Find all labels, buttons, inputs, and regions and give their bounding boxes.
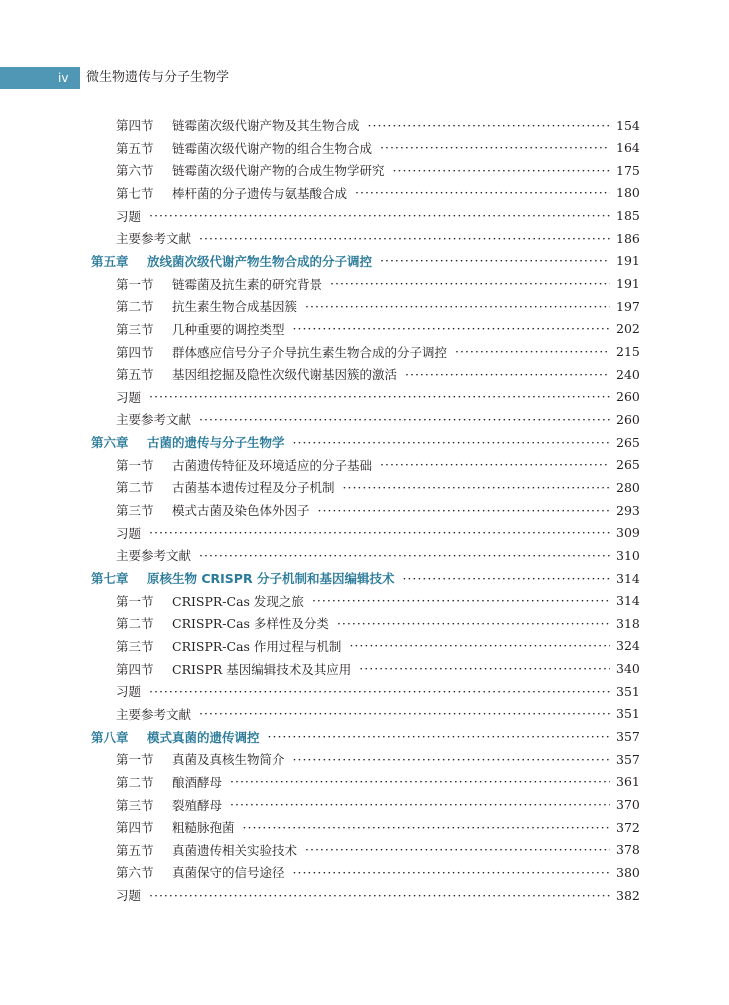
toc-dot-leader	[312, 593, 610, 608]
toc-dot-leader	[230, 774, 610, 789]
toc-section-entry[interactable]	[116, 227, 640, 249]
toc-entry-title: 模式古菌及染色体外因子	[172, 503, 310, 519]
toc-entry-title: 裂殖酵母	[172, 797, 223, 813]
toc-section-entry[interactable]	[116, 680, 640, 702]
toc-dot-leader	[380, 253, 610, 268]
toc-dot-leader	[199, 231, 610, 246]
toc-entry-number: 第一节	[116, 457, 154, 473]
toc-section-entry[interactable]	[116, 635, 640, 657]
toc-entry-title: 习题	[116, 888, 142, 904]
toc-entry-page-number: 309	[616, 525, 640, 541]
toc-entry-page-number: 351	[616, 683, 640, 699]
toc-dot-leader	[149, 208, 610, 223]
toc-entry-number: 第三节	[116, 797, 154, 813]
toc-entry-title: 习题	[116, 684, 142, 700]
toc-entry-title: 链霉菌次级代谢产物的合成生物学研究	[172, 163, 385, 179]
toc-entry-number: 第一节	[116, 276, 154, 292]
toc-dot-leader	[355, 185, 610, 200]
toc-section-entry[interactable]	[116, 182, 640, 204]
toc-entry-number: 第二节	[116, 774, 154, 790]
toc-entry-page-number: 164	[616, 140, 640, 156]
toc-entry-number: 第三节	[116, 503, 154, 519]
toc-section-entry[interactable]	[116, 816, 640, 838]
toc-entry-title: 真菌及真核生物简介	[172, 752, 285, 768]
header-book-title: 微生物遗传与分子生物学	[86, 70, 230, 85]
toc-entry-title: 主要参考文献	[116, 231, 192, 247]
toc-entry-page-number: 175	[616, 162, 640, 178]
toc-entry-title: 古菌基本遗传过程及分子机制	[172, 480, 335, 496]
toc-dot-leader	[305, 299, 610, 314]
toc-section-entry[interactable]	[116, 476, 640, 498]
toc-dot-leader	[402, 571, 610, 586]
toc-entry-number: 第四节	[116, 344, 154, 360]
toc-dot-leader	[359, 661, 610, 676]
toc-dot-leader	[268, 729, 610, 744]
toc-entry-page-number: 260	[616, 389, 640, 405]
toc-entry-title: 主要参考文献	[116, 412, 192, 428]
toc-section-entry[interactable]	[116, 590, 640, 612]
toc-dot-leader	[455, 344, 610, 359]
toc-dot-leader	[243, 820, 610, 835]
toc-dot-leader	[199, 706, 610, 721]
toc-dot-leader	[330, 276, 610, 291]
toc-entry-number: 第八章	[91, 729, 129, 745]
toc-entry-page-number: 280	[616, 479, 640, 495]
toc-section-entry[interactable]	[116, 137, 640, 159]
toc-dot-leader	[149, 888, 610, 903]
toc-section-entry[interactable]	[116, 114, 640, 136]
toc-section-entry[interactable]	[116, 273, 640, 295]
toc-entry-title: 棒杆菌的分子遗传与氨基酸合成	[172, 185, 348, 201]
toc-section-entry[interactable]	[116, 295, 640, 317]
toc-entry-title: 真菌遗传相关实验技术	[172, 842, 298, 858]
toc-entry-page-number: 197	[616, 298, 640, 314]
toc-entry-title: CRISPR 基因编辑技术及其应用	[172, 661, 352, 677]
toc-section-entry[interactable]	[116, 794, 640, 816]
toc-chapter-entry[interactable]	[91, 726, 640, 748]
toc-entry-page-number: 357	[616, 729, 640, 745]
toc-entry-title: CRISPR-Cas 作用过程与机制	[172, 638, 342, 654]
toc-entry-page-number: 260	[616, 411, 640, 427]
toc-entry-title: 链霉菌及抗生素的研究背景	[172, 276, 323, 292]
toc-entry-number: 第五节	[116, 140, 154, 156]
toc-section-entry[interactable]	[116, 748, 640, 770]
toc-entry-number: 第四节	[116, 820, 154, 836]
toc-entry-page-number: 265	[616, 434, 640, 450]
toc-entry-title: 链霉菌次级代谢产物及其生物合成	[172, 118, 360, 133]
toc-entry-number: 第四节	[116, 661, 154, 677]
toc-entry-page-number: 372	[616, 819, 640, 835]
toc-entry-page-number: 240	[616, 366, 640, 382]
toc-section-entry[interactable]	[116, 658, 640, 680]
toc-section-entry[interactable]	[116, 386, 640, 408]
toc-entry-page-number: 314	[616, 570, 640, 586]
toc-chapter-entry[interactable]	[91, 431, 640, 453]
toc-dot-leader	[318, 503, 610, 518]
toc-entry-page-number: 310	[616, 547, 640, 563]
toc-entry-number: 第六节	[116, 163, 154, 179]
toc-section-entry[interactable]	[116, 408, 640, 430]
toc-entry-number: 第七节	[116, 185, 154, 201]
toc-entry-page-number: 382	[616, 887, 640, 903]
toc-entry-number: 第二节	[116, 480, 154, 496]
toc-entry-page-number: 357	[616, 751, 640, 767]
toc-entry-title: 粗糙脉孢菌	[172, 820, 235, 836]
toc-entry-page-number: 202	[616, 321, 640, 337]
toc-entry-title: 习题	[116, 389, 142, 405]
toc-dot-leader	[405, 367, 610, 382]
toc-section-entry[interactable]	[116, 341, 640, 363]
toc-entry-page-number: 265	[616, 457, 640, 473]
toc-chapter-entry[interactable]	[91, 250, 640, 272]
toc-entry-page-number: 318	[616, 615, 640, 631]
toc-entry-title: 古菌的遗传与分子生物学	[147, 435, 285, 451]
toc-entry-page-number: 370	[616, 797, 640, 812]
toc-section-entry[interactable]	[116, 703, 640, 725]
toc-entry-title: 链霉菌次级代谢产物的组合生物合成	[172, 140, 373, 156]
toc-entry-page-number: 378	[616, 842, 640, 858]
toc-entry-page-number: 324	[616, 638, 640, 654]
toc-dot-leader	[393, 163, 610, 178]
toc-entry-title: 习题	[116, 208, 142, 224]
toc-entry-number: 第六章	[91, 435, 129, 451]
toc-entry-number: 第五节	[116, 842, 154, 858]
toc-dot-leader	[149, 525, 610, 540]
toc-dot-leader	[293, 321, 610, 336]
toc-dot-leader	[293, 865, 610, 880]
toc-entry-number: 第六节	[116, 865, 154, 881]
toc-section-entry[interactable]	[116, 499, 640, 521]
toc-section-entry[interactable]	[116, 363, 640, 385]
toc-entry-page-number: 185	[616, 208, 640, 224]
toc-section-entry[interactable]	[116, 522, 640, 544]
toc-dot-leader	[293, 435, 610, 450]
header-page-number: iv	[58, 71, 69, 85]
toc-dot-leader	[293, 752, 610, 767]
toc-entry-number: 第三节	[116, 321, 154, 337]
toc-entry-page-number: 215	[616, 344, 640, 359]
toc-entry-page-number: 380	[616, 864, 640, 880]
toc-entry-page-number: 180	[616, 185, 640, 201]
toc-entry-page-number: 191	[616, 253, 640, 269]
toc-entry-number: 第五节	[116, 367, 154, 383]
toc-entry-number: 第一节	[116, 593, 154, 609]
toc-dot-leader	[343, 480, 610, 495]
toc-entry-number: 第五章	[91, 253, 129, 269]
toc-entry-title: 几种重要的调控类型	[172, 321, 285, 337]
toc-entry-number: 第七章	[91, 571, 129, 586]
toc-section-entry[interactable]	[116, 861, 640, 883]
toc-entry-title: 模式真菌的遗传调控	[147, 729, 260, 745]
toc-entry-number: 第三节	[116, 638, 154, 654]
toc-entry-title: 原核生物 CRISPR 分子机制和基因编辑技术	[147, 571, 395, 586]
toc-entry-page-number: 154	[616, 117, 640, 133]
toc-section-entry[interactable]	[116, 839, 640, 861]
toc-entry-title: 基因组挖掘及隐性次级代谢基因簇的激活	[172, 367, 398, 383]
toc-entry-number: 第一节	[116, 752, 154, 768]
toc-dot-leader	[199, 412, 610, 427]
toc-entry-title: CRISPR-Cas 发现之旅	[172, 593, 304, 609]
toc-section-entry[interactable]	[116, 159, 640, 181]
toc-entry-page-number: 314	[616, 593, 640, 609]
toc-dot-leader	[368, 118, 610, 133]
toc-dot-leader	[305, 842, 610, 857]
toc-section-entry[interactable]	[116, 612, 640, 634]
toc-entry-page-number: 186	[616, 230, 640, 246]
toc-dot-leader	[230, 797, 610, 812]
toc-entry-number: 第四节	[116, 118, 154, 133]
toc-entry-page-number: 340	[616, 661, 640, 677]
toc-entry-title: 古菌遗传特征及环境适应的分子基础	[172, 457, 373, 473]
toc-entry-page-number: 293	[616, 502, 640, 518]
toc-dot-leader	[349, 638, 610, 653]
toc-entry-title: 真菌保守的信号途径	[172, 865, 285, 881]
toc-entry-number: 第二节	[116, 616, 154, 632]
page-header	[0, 67, 729, 89]
toc-entry-page-number: 191	[616, 276, 640, 292]
toc-dot-leader	[149, 389, 610, 404]
toc-chapter-entry[interactable]	[91, 567, 640, 589]
toc-entry-title: CRISPR-Cas 多样性及分类	[172, 616, 329, 632]
toc-section-entry[interactable]	[116, 884, 640, 906]
toc-entry-title: 放线菌次级代谢产物生物合成的分子调控	[147, 253, 373, 269]
toc-entry-number: 第二节	[116, 299, 154, 315]
toc-entry-page-number: 361	[616, 774, 640, 790]
toc-section-entry[interactable]	[116, 544, 640, 566]
toc-section-entry[interactable]	[116, 318, 640, 340]
toc-section-entry[interactable]	[116, 771, 640, 793]
toc-entry-title: 抗生素生物合成基因簇	[172, 299, 298, 315]
toc-entry-page-number: 351	[616, 706, 640, 722]
toc-entry-title: 习题	[116, 525, 142, 541]
toc-dot-leader	[149, 684, 610, 699]
toc-dot-leader	[337, 616, 610, 631]
toc-entry-title: 酿酒酵母	[172, 774, 223, 790]
toc-dot-leader	[380, 140, 610, 155]
toc-entry-title: 主要参考文献	[116, 706, 192, 722]
toc-dot-leader	[199, 548, 610, 563]
toc-section-entry[interactable]	[116, 205, 640, 227]
toc-section-entry[interactable]	[116, 454, 640, 476]
toc-dot-leader	[380, 457, 610, 472]
toc-entry-title: 群体感应信号分子介导抗生素生物合成的分子调控	[172, 344, 448, 360]
toc-entry-title: 主要参考文献	[116, 548, 192, 564]
